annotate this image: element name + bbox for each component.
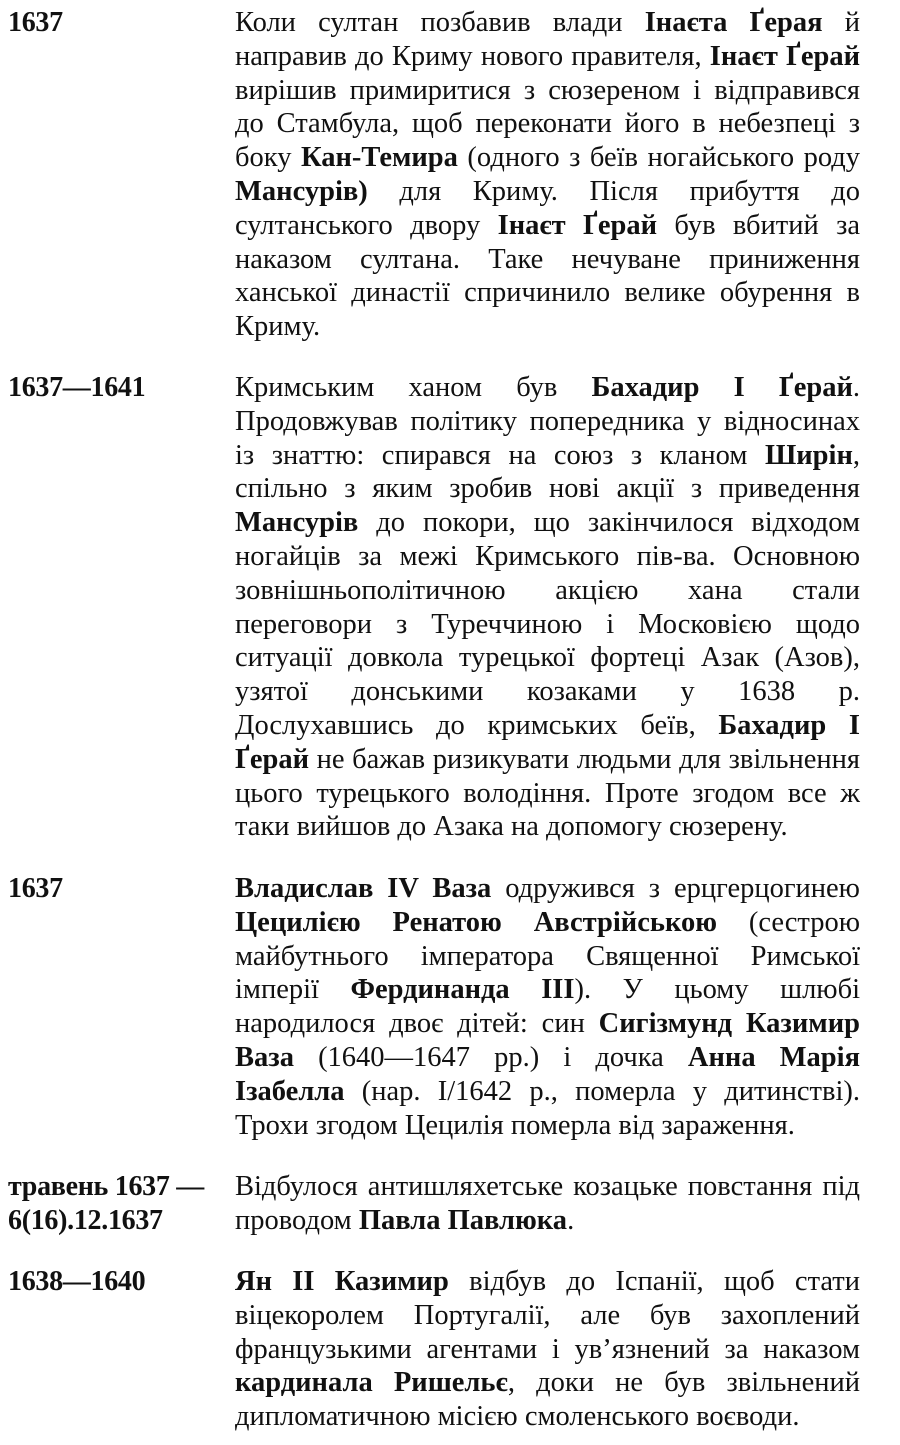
bold-name: Ширін <box>764 439 853 471</box>
text-run: ). У цьому шлюбі народилося двоє дітей: син <box>235 974 860 1040</box>
text-run: був вбитий за наказом султана. Таке нечуване приниження ханської династії спричинило велике обурення в Криму. <box>235 209 860 343</box>
text-run: . <box>567 1204 575 1236</box>
entry-date: 1638—1640 <box>8 1266 146 1297</box>
bold-name: Мансурів) <box>235 175 368 207</box>
entry-text <box>235 1170 860 1238</box>
text-run: до покори, що закінчилося відходом ногайців за межі Кримського пів-ва. Основною зовнішньополітичною акцією хана стали переговори з Туреччиною і Московією щодо ситуації довкола турецької фортеці Азак (Азов), узятої донськими козаками у 1638 р. Дослухавшись до кримських беїв, <box>235 507 860 741</box>
bold-name: Фердинанда III <box>350 974 575 1006</box>
text-run: Коли султан позбавив влади <box>235 7 645 38</box>
text-run: Відбулося антишляхетське козацьке повстання під проводом <box>235 1171 860 1236</box>
text-run: , доки не був звільнений дипломатичною місією смоленського воєводи. <box>235 1367 860 1433</box>
bold-name: Мансурів <box>235 507 359 539</box>
bold-name: Бахадир І Ґерай <box>235 709 860 775</box>
bold-name: кардинала Ришельє <box>235 1367 508 1399</box>
text-run: (одного з беїв ногайського роду <box>457 142 861 174</box>
bold-name: Кан-Темира <box>300 142 458 174</box>
text-run: Кримським ханом був <box>235 372 592 403</box>
bold-name: Бахадир І Ґерай <box>591 372 853 403</box>
bold-name: Інаєт Ґерай <box>497 209 658 241</box>
bold-name: Інаєта Ґерая <box>644 7 823 38</box>
bold-name: Ян II Казимир <box>235 1266 449 1297</box>
text-run: вирішив примиритися з сюзереном і відправився до Стамбула, щоб переконати його в небезпеці з боку <box>235 74 860 174</box>
entry-date: травень 1637 — 6(16).12.1637 <box>8 1171 204 1236</box>
text-run: одружився з ерцгерцогинею <box>491 873 860 904</box>
text-run: (нар. І/1642 р., померла у дитинстві). Трохи згодом Цецилія померла від зараження. <box>235 1075 860 1141</box>
bold-name: Сигізмунд Казимир Ваза <box>235 1008 860 1073</box>
text-run: , спільно з яким зробив нові акції з приведення <box>235 439 860 505</box>
text-run: не бажав ризикувати людьми для звільнення цього турецького володіння. Проте згодом все ж таки вийшов до Азака на допомогу сюзерену. <box>235 743 860 843</box>
text-run: (1640—1647 рр.) і дочка <box>293 1041 688 1073</box>
entry-text <box>235 1265 860 1434</box>
text-run: відбув до Іспанії, щоб стати віцекоролем Португалії, але був захоплений французькими агентами і ув’язнений за наказом <box>235 1266 860 1365</box>
bold-name: Інаєт Ґерай <box>709 40 860 72</box>
bold-name: Владислав IV Ваза <box>235 873 492 904</box>
entry-text <box>235 371 860 844</box>
entry-date: 1637 <box>8 7 63 38</box>
bold-name: Цецилією Ренатою Австрійською <box>235 906 718 938</box>
entry-date: 1637 <box>8 873 63 904</box>
entry-date: 1637—1641 <box>8 372 146 403</box>
text-run: . Продовжував політику попередника у відносинах із знаттю: спирався на союз з кланом <box>235 372 860 471</box>
entry-text <box>235 872 860 1142</box>
bold-name: Анна Марія Ізабелла <box>235 1041 860 1107</box>
bold-name: Павла Павлюка <box>358 1204 568 1236</box>
entry-text <box>235 6 860 344</box>
text-run: (сестрою майбутнього імператора Священної Римської імперії <box>235 906 860 1006</box>
text-run: для Криму. Після прибуття до султанського двору <box>235 175 860 241</box>
text-run: й направив до Криму нового правителя, <box>235 7 860 72</box>
